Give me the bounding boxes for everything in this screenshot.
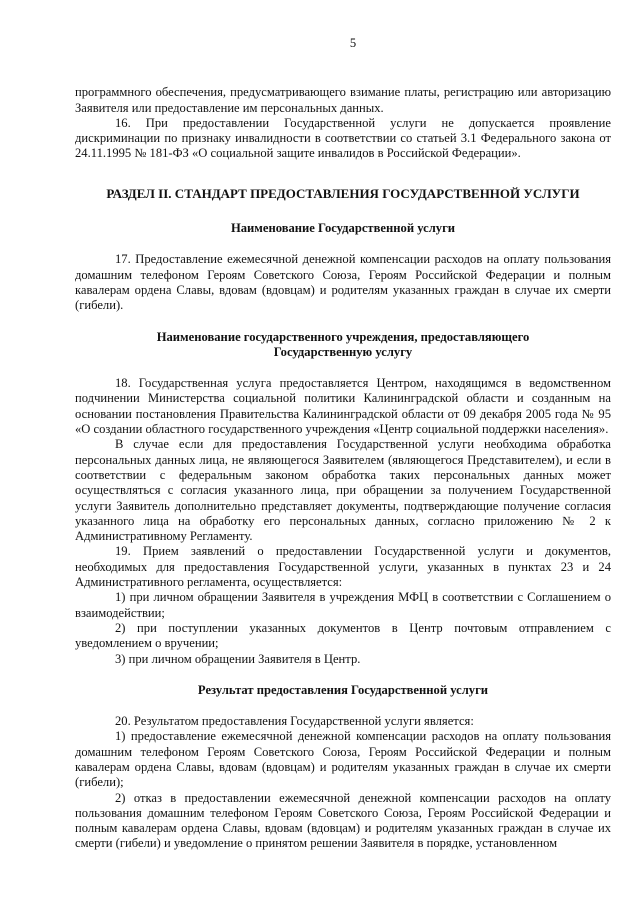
- paragraph-20: 20. Результатом предоставления Государственной услуги является:: [115, 714, 474, 729]
- section-title: РАЗДЕЛ II. СТАНДАРТ ПРЕДОСТАВЛЕНИЯ ГОСУДАРСТВЕННОЙ УСЛУГИ: [106, 185, 580, 201]
- heading-service-result: Результат предоставления Государственной услуги: [197, 682, 489, 697]
- paragraph-20-item-1: 1) предоставление ежемесячной денежной компенсации расходов на оплату пользования домашним телефоном Героям Советского Союза, Героям Российской Федерации и полным кавалерам ордена Славы, вдовам (вдовцам) и родителям указанных граждан в случае их смерти (гибели);: [75, 729, 611, 790]
- heading-institution: [75, 330, 611, 361]
- paragraph-19-item-2: 2) при поступлении указанных документов в Центр почтовым отправлением с уведомлением о вручении;: [75, 620, 611, 651]
- paragraph-18: 18. Государственная услуга предоставляется Центром, находящимся в ведомственном подчинении Министерства социальной политики Калининградской области и созданным на основании постановления Правительства Калининградской области от 09 декабря 2005 года № 95 «О создании областного государственного учреждения «Центр социальной поддержки населения».: [75, 376, 611, 437]
- spacer: [75, 314, 611, 330]
- paragraph-18-consent: В случае если для предоставления Государственной услуги необходима обработка персональных данных лица, не являющегося Заявителем (являющегося Представителем), и если в соответствии с федеральным законом обработка таких персональных данных может осуществляться с согласия указанного лица, при обращении за получением Государственной услуги Заявитель дополнительно представляет документы, подтверждающие получение согласия указанного лица на обработку его персональных данных, согласно приложению № 2 к Административному Регламенту.: [75, 437, 611, 544]
- paragraph-19: 19. Прием заявлений о предоставлении Государственной услуги и документов, необходимых для предоставления Государственной услуги, указанных в пунктах 23 и 24 Административного регламента, осуществляется:: [75, 544, 611, 590]
- heading-institution-line-1: Наименование государственного учреждения, предоставляющего: [156, 329, 530, 344]
- paragraph-continuation: программного обеспечения, предусматривающего взимание платы, регистрацию или авторизацию Заявителя или предоставление им персональных данных.: [75, 85, 611, 115]
- page-number: 5: [349, 36, 357, 50]
- paragraph-20-item-2: 2) отказ в предоставлении ежемесячной денежной компенсации расходов на оплату пользования домашним телефоном Героям Советского Союза, Героям Российской Федерации и полным кавалерам ордена Славы, вдовам (вдовцам) и родителям указанных граждан в случае их смерти (гибели) и уведомление о принятом решении Заявителя в порядке, установленном: [75, 790, 611, 851]
- spacer: [75, 667, 611, 683]
- heading-service-name: Наименование Государственной услуги: [230, 221, 456, 236]
- paragraph-19-item-1: 1) при личном обращении Заявителя в учреждения МФЦ в соответствии с Соглашением о взаимодействии;: [75, 590, 611, 620]
- paragraph-17: 17. Предоставление ежемесячной денежной компенсации расходов на оплату пользования домашним телефоном Героям Советского Союза, Героям Российской Федерации и полным кавалерам ордена Славы, вдовам (вдовцам) и родителям указанных граждан в случае их смерти (гибели).: [75, 252, 611, 313]
- heading-institution-line-2: Государственную услугу: [273, 344, 413, 359]
- paragraph-16: 16. При предоставлении Государственной услуги не допускается проявление дискриминации по признаку инвалидности в соответствии со статьей 3.1 Федерального закона от 24.11.1995 № 181-ФЗ «О социальной защите инвалидов в Российской Федерации».: [75, 115, 611, 161]
- paragraph-19-item-3: 3) при личном обращении Заявителя в Центр.: [115, 651, 361, 666]
